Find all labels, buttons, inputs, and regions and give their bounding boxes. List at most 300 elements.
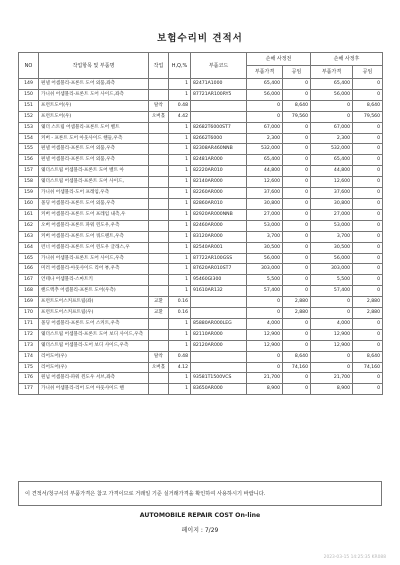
cell-item: 커버 어셈블리-프론트 도어 쿼드랜트,우측 [39, 231, 149, 242]
cell-before-labor: 0 [283, 384, 311, 395]
cell-no: 152 [19, 111, 39, 122]
cell-after-price: 44,800 [311, 166, 353, 177]
cell-work [149, 384, 169, 395]
cell-before-labor: 79,560 [283, 111, 311, 122]
cell-before-labor: 0 [283, 166, 311, 177]
table-row [19, 188, 383, 199]
cell-hq: 1 [169, 133, 191, 144]
cell-after-labor: 0 [353, 373, 383, 384]
cell-no: 177 [19, 384, 39, 395]
cell-item: 편넬 어셈블리-프론트 도어 외품,우측 [39, 144, 149, 155]
cell-item: 언테나 어셈블리-스마트키 [39, 275, 149, 286]
cell-work: 탈착 [149, 100, 169, 111]
cell-work [149, 253, 169, 264]
table-row [19, 242, 383, 253]
cell-hq: 1 [169, 275, 191, 286]
cell-hq: 1 [169, 373, 191, 384]
cell-code: 87722AR100GSS [191, 253, 247, 264]
cell-code [191, 100, 247, 111]
cell-work: 교환 [149, 297, 169, 308]
cell-no: 176 [19, 373, 39, 384]
cell-no: 168 [19, 286, 39, 297]
cell-before-price: 37,600 [247, 188, 283, 199]
cell-code: 83120AR000 [191, 231, 247, 242]
cell-after-price: 21,700 [311, 373, 353, 384]
cell-before-labor: 0 [283, 188, 311, 199]
cell-before-price: 67,000 [247, 122, 283, 133]
cell-hq: 1 [169, 188, 191, 199]
cell-before-labor: 8,640 [283, 351, 311, 362]
header-before-price: 부품가격 [247, 66, 283, 79]
cell-hq: 1 [169, 209, 191, 220]
estimate-table [18, 52, 383, 395]
cell-after-labor: 8,640 [353, 100, 383, 111]
cell-after-price: 2,300 [311, 133, 353, 144]
cell-item: 가니쉬 어셈블리-리어 도어 아웃사이드 핸 [39, 384, 149, 395]
table-row [19, 144, 383, 155]
table-row [19, 198, 383, 209]
cell-no: 156 [19, 155, 39, 166]
cell-hq: 4.12 [169, 362, 191, 373]
cell-hq: 0.16 [169, 308, 191, 319]
cell-before-labor: 74,160 [283, 362, 311, 373]
cell-no: 150 [19, 89, 39, 100]
cell-item: 편넬 어셈블리-프론트 도어 외품,좌측 [39, 79, 149, 90]
header-item: 작업항목 및 부품명 [39, 53, 149, 79]
table-row [19, 318, 383, 329]
cell-no: 169 [19, 297, 39, 308]
cell-no: 154 [19, 133, 39, 144]
cell-code: 82920AR000NNB [191, 209, 247, 220]
cell-code: 87721AR100RY5 [191, 89, 247, 100]
cell-code: 82260AR000 [191, 188, 247, 199]
table-row [19, 308, 383, 319]
cell-after-labor: 0 [353, 231, 383, 242]
cell-work [149, 198, 169, 209]
cell-before-labor: 2,880 [283, 308, 311, 319]
cell-work [149, 166, 169, 177]
cell-no: 175 [19, 362, 39, 373]
cell-work [149, 89, 169, 100]
cell-hq: 1 [169, 286, 191, 297]
cell-before-price: 0 [247, 111, 283, 122]
cell-before-price: 4,000 [247, 318, 283, 329]
cell-item: 가니쉬 어셈블리-프론트 도어 사이드,우측 [39, 253, 149, 264]
table-row [19, 166, 383, 177]
cell-item: 웨더스트립 어셈블리-프론트 도어 보디 사이드,우측 [39, 329, 149, 340]
cell-code: 95460GI300 [191, 275, 247, 286]
cell-after-labor: 0 [353, 177, 383, 188]
cell-before-price: 0 [247, 297, 283, 308]
page-number: 페이지 : 7/29 [181, 527, 219, 534]
cell-no: 155 [19, 144, 39, 155]
cell-item: 몰딩 어셈블리-프론트 도어 외품,우측 [39, 198, 149, 209]
cell-item: 핸드액추 어셈블리-프론트 도어(우측) [39, 286, 149, 297]
table-row [19, 177, 383, 188]
cell-before-labor: 0 [283, 253, 311, 264]
cell-code: 82140AR000 [191, 177, 247, 188]
cell-after-labor: 79,560 [353, 111, 383, 122]
cell-before-price: 303,000 [247, 264, 283, 275]
cell-after-price: 0 [311, 362, 353, 373]
cell-no: 165 [19, 253, 39, 264]
cell-after-price: 65,400 [311, 79, 353, 90]
cell-before-price: 532,000 [247, 144, 283, 155]
cell-work [149, 329, 169, 340]
cell-no: 161 [19, 209, 39, 220]
table-row [19, 297, 383, 308]
cell-after-labor: 2,880 [353, 308, 383, 319]
cell-work [149, 144, 169, 155]
cell-item: 웨더스트립 어셈블리-프론트 도어 사이드, [39, 177, 149, 188]
table-row [19, 122, 383, 133]
table-row [19, 155, 383, 166]
cell-hq: 1 [169, 166, 191, 177]
cell-work [149, 79, 169, 90]
cell-before-labor: 0 [283, 209, 311, 220]
cell-item: 웨더스트립 어셈블리-프론트 도어 벨트 아 [39, 166, 149, 177]
cell-after-labor: 0 [353, 220, 383, 231]
table-row [19, 373, 383, 384]
cell-hq: 1 [169, 177, 191, 188]
cell-no: 166 [19, 264, 39, 275]
cell-item: 커버 어셈블리-프론트 도어 프레임 내측,우 [39, 209, 149, 220]
cell-after-labor: 0 [353, 209, 383, 220]
cell-before-price: 12,900 [247, 329, 283, 340]
cell-after-labor: 8,640 [353, 351, 383, 362]
cell-item: 프런트도어(우) [39, 111, 149, 122]
cell-after-labor: 0 [353, 318, 383, 329]
cell-after-price: 56,000 [311, 253, 353, 264]
table-row [19, 133, 383, 144]
cell-no: 160 [19, 198, 39, 209]
cell-after-price: 532,000 [311, 144, 353, 155]
cell-code: 91610AR132 [191, 286, 247, 297]
table-row [19, 231, 383, 242]
cell-work [149, 373, 169, 384]
cell-no: 174 [19, 351, 39, 362]
cell-before-labor: 0 [283, 373, 311, 384]
cell-code: 82860AR010 [191, 198, 247, 209]
cell-after-labor: 0 [353, 188, 383, 199]
table-header-row [19, 53, 383, 66]
cell-after-price: 67,000 [311, 122, 353, 133]
cell-after-price: 4,000 [311, 318, 353, 329]
cell-after-labor: 0 [353, 286, 383, 297]
cell-after-price: 57,400 [311, 286, 353, 297]
cell-before-labor: 0 [283, 198, 311, 209]
cell-before-labor: 0 [283, 275, 311, 286]
cell-before-labor: 0 [283, 264, 311, 275]
table-row [19, 329, 383, 340]
cell-after-labor: 0 [353, 340, 383, 351]
cell-before-price: 65,400 [247, 79, 283, 90]
cell-no: 158 [19, 177, 39, 188]
cell-hq: 1 [169, 79, 191, 90]
cell-before-labor: 8,640 [283, 100, 311, 111]
cell-code [191, 111, 247, 122]
cell-item: 리어도어(우) [39, 362, 149, 373]
table-row [19, 220, 383, 231]
cell-hq: 1 [169, 340, 191, 351]
document-title: 보험수리비 견적서 [157, 33, 243, 44]
cell-before-price: 27,000 [247, 209, 283, 220]
cell-before-labor: 0 [283, 231, 311, 242]
cell-before-price: 30,500 [247, 242, 283, 253]
cell-work [149, 264, 169, 275]
table-row [19, 79, 383, 90]
cell-hq: 1 [169, 384, 191, 395]
cell-before-labor: 0 [283, 177, 311, 188]
cell-before-price: 0 [247, 308, 283, 319]
cell-code: 82682T6000ST7 [191, 122, 247, 133]
cell-after-labor: 2,880 [353, 297, 383, 308]
header-code: 부품코드 [191, 53, 247, 79]
cell-before-price: 21,700 [247, 373, 283, 384]
header-before-assessment: 손해 사정전 [247, 53, 311, 66]
cell-before-price: 65,400 [247, 155, 283, 166]
cell-before-price: 5,500 [247, 275, 283, 286]
table-row [19, 275, 383, 286]
cell-work [149, 318, 169, 329]
cell-no: 163 [19, 231, 39, 242]
cell-before-labor: 0 [283, 242, 311, 253]
cell-after-price: 12,900 [311, 340, 353, 351]
cell-after-labor: 0 [353, 155, 383, 166]
cell-before-price: 56,000 [247, 253, 283, 264]
cell-before-price: 2,300 [247, 133, 283, 144]
table-row [19, 209, 383, 220]
cell-item: 런너 어셈블리-프론트 도어 윈도우 글래스,우 [39, 242, 149, 253]
cell-code [191, 351, 247, 362]
cell-after-labor: 0 [353, 384, 383, 395]
cell-after-labor: 0 [353, 264, 383, 275]
cell-after-price: 27,000 [311, 209, 353, 220]
cell-after-price: 0 [311, 111, 353, 122]
cell-item: 웨더 스트립 어셈블리-프론트 도어 벨트 [39, 122, 149, 133]
cell-no: 170 [19, 308, 39, 319]
cell-after-labor: 0 [353, 242, 383, 253]
header-after-price: 부품가격 [311, 66, 353, 79]
cell-after-price: 0 [311, 100, 353, 111]
cell-before-price: 0 [247, 100, 283, 111]
cell-hq: 1 [169, 329, 191, 340]
cell-no: 173 [19, 340, 39, 351]
cell-before-labor: 2,880 [283, 297, 311, 308]
cell-after-labor: 74,160 [353, 362, 383, 373]
cell-work [149, 188, 169, 199]
table-row [19, 100, 383, 111]
cell-after-price: 303,000 [311, 264, 353, 275]
cell-after-price: 37,600 [311, 188, 353, 199]
cell-before-labor: 0 [283, 329, 311, 340]
cell-before-price: 53,000 [247, 220, 283, 231]
cell-code: 85880AR000LEG [191, 318, 247, 329]
header-before-labor: 공임 [283, 66, 311, 79]
cell-before-price: 56,000 [247, 89, 283, 100]
cell-item: 커버 - 프론트 도어 아웃사이드 핸들,우측 [39, 133, 149, 144]
cell-after-price: 12,900 [311, 329, 353, 340]
cell-no: 153 [19, 122, 39, 133]
table-row [19, 362, 383, 373]
cell-after-labor: 0 [353, 198, 383, 209]
cell-no: 151 [19, 100, 39, 111]
print-timestamp: 2023-03-15 14:25:35 KR088 [323, 555, 386, 560]
cell-no: 167 [19, 275, 39, 286]
cell-after-labor: 0 [353, 122, 383, 133]
header-work: 작업 [149, 53, 169, 79]
cell-item: 몰딩 어셈블리-프론트 도어 스커트,우측 [39, 318, 149, 329]
table-row [19, 286, 383, 297]
cell-after-price: 5,500 [311, 275, 353, 286]
cell-hq: 0.48 [169, 100, 191, 111]
cell-after-labor: 0 [353, 79, 383, 90]
cell-after-price: 0 [311, 308, 353, 319]
cell-after-labor: 0 [353, 329, 383, 340]
cell-work: 오버홀 [149, 111, 169, 122]
cell-code: 82471A1000 [191, 79, 247, 90]
cell-hq: 1 [169, 89, 191, 100]
cell-work: 탈착 [149, 351, 169, 362]
cell-before-price: 30,800 [247, 198, 283, 209]
cell-work [149, 340, 169, 351]
table-row [19, 340, 383, 351]
cell-no: 172 [19, 329, 39, 340]
cell-code: 83650AR000 [191, 384, 247, 395]
cell-item: 원넘 어셈블리-파워 윈도우 서브,좌측 [39, 373, 149, 384]
cell-item: 프런트도어스커프트립(우) [39, 308, 149, 319]
cell-hq: 0.16 [169, 297, 191, 308]
cell-no: 157 [19, 166, 39, 177]
cell-after-labor: 0 [353, 253, 383, 264]
cell-hq: 1 [169, 264, 191, 275]
cell-code: 82460AR000 [191, 220, 247, 231]
table-row [19, 264, 383, 275]
cell-code: 82220AR010 [191, 166, 247, 177]
cell-code: 82540AR001 [191, 242, 247, 253]
cell-after-price: 65,400 [311, 155, 353, 166]
cell-code [191, 308, 247, 319]
cell-before-labor: 0 [283, 144, 311, 155]
cell-item: 리어도어(우) [39, 351, 149, 362]
cell-no: 171 [19, 318, 39, 329]
cell-before-price: 57,400 [247, 286, 283, 297]
cell-after-labor: 0 [353, 144, 383, 155]
table-row [19, 253, 383, 264]
cell-hq: 1 [169, 220, 191, 231]
cell-code: 82120AR000 [191, 340, 247, 351]
cell-hq: 1 [169, 253, 191, 264]
cell-before-labor: 0 [283, 318, 311, 329]
cell-before-price: 44,800 [247, 166, 283, 177]
cell-hq: 1 [169, 122, 191, 133]
cell-before-labor: 0 [283, 133, 311, 144]
cell-after-price: 0 [311, 297, 353, 308]
notice-text: 이 견적서/청구서의 부품가격은 참고 가격이므로 거래일 기준 실거래가격을 확인하여 사용하시기 바랍니다. [18, 481, 382, 506]
cell-hq: 1 [169, 318, 191, 329]
cell-code: 82110AR000 [191, 329, 247, 340]
cell-work [149, 275, 169, 286]
footer-title: AUTOMOBILE REPAIR COST On-line [139, 512, 261, 519]
cell-hq: 0.48 [169, 351, 191, 362]
cell-item: 미러 어셈블리-아웃사이드 리어 뷰,우측 [39, 264, 149, 275]
cell-work: 오버홀 [149, 362, 169, 373]
cell-code: 82662T6000 [191, 133, 247, 144]
cell-after-price: 53,000 [311, 220, 353, 231]
cell-no: 149 [19, 79, 39, 90]
cell-no: 159 [19, 188, 39, 199]
cell-work [149, 209, 169, 220]
header-after-assessment: 손해 사정후 [311, 53, 383, 66]
cell-work [149, 122, 169, 133]
table-row [19, 89, 383, 100]
cell-work [149, 231, 169, 242]
cell-no: 164 [19, 242, 39, 253]
cell-code: 82481AR000 [191, 155, 247, 166]
header-no: NO [19, 53, 39, 79]
cell-before-labor: 0 [283, 79, 311, 90]
cell-after-price: 12,600 [311, 177, 353, 188]
header-after-labor: 공임 [353, 66, 383, 79]
cell-hq: 1 [169, 231, 191, 242]
cell-before-price: 8,900 [247, 384, 283, 395]
cell-after-price: 3,700 [311, 231, 353, 242]
cell-item: 프런트도어(우) [39, 100, 149, 111]
cell-code: 93581T1500VCS [191, 373, 247, 384]
cell-hq: 1 [169, 198, 191, 209]
cell-after-labor: 0 [353, 166, 383, 177]
cell-after-price: 0 [311, 351, 353, 362]
cell-work [149, 220, 169, 231]
table-row [19, 111, 383, 122]
table-row [19, 384, 383, 395]
cell-item: 가니쉬 어셈블리-프론트 도어 사이드,좌측 [39, 89, 149, 100]
cell-before-price: 12,900 [247, 340, 283, 351]
cell-after-price: 8,900 [311, 384, 353, 395]
cell-item: 가니쉬 어셈블리-도어 프레임,우측 [39, 188, 149, 199]
cell-no: 162 [19, 220, 39, 231]
cell-hq: 1 [169, 144, 191, 155]
cell-item: 웨더스트립 어셈블리-도어 보디 사이드,우측 [39, 340, 149, 351]
cell-after-labor: 0 [353, 275, 383, 286]
cell-work [149, 177, 169, 188]
cell-item: 프런트도어스커프트립(좌) [39, 297, 149, 308]
cell-before-labor: 0 [283, 220, 311, 231]
cell-code: 87620AR010ST7 [191, 264, 247, 275]
header-hq: H,Q,% [169, 53, 191, 79]
cell-before-price: 0 [247, 351, 283, 362]
table-row [19, 351, 383, 362]
cell-hq: 1 [169, 242, 191, 253]
cell-after-price: 30,800 [311, 198, 353, 209]
cell-before-price: 0 [247, 362, 283, 373]
cell-before-labor: 0 [283, 155, 311, 166]
cell-code: 82308AR460NNB [191, 144, 247, 155]
cell-work: 교환 [149, 308, 169, 319]
cell-work [149, 133, 169, 144]
cell-after-labor: 0 [353, 133, 383, 144]
cell-before-price: 12,600 [247, 177, 283, 188]
cell-item: 편넬 어셈블리-프론트 도어 외품,우측 [39, 155, 149, 166]
cell-after-price: 56,000 [311, 89, 353, 100]
cell-item: 오버 어셈블리-프론트 파워 윈도우,우측 [39, 220, 149, 231]
cell-code [191, 297, 247, 308]
cell-work [149, 242, 169, 253]
cell-before-labor: 0 [283, 340, 311, 351]
cell-before-price: 3,700 [247, 231, 283, 242]
cell-before-labor: 0 [283, 122, 311, 133]
cell-work [149, 155, 169, 166]
